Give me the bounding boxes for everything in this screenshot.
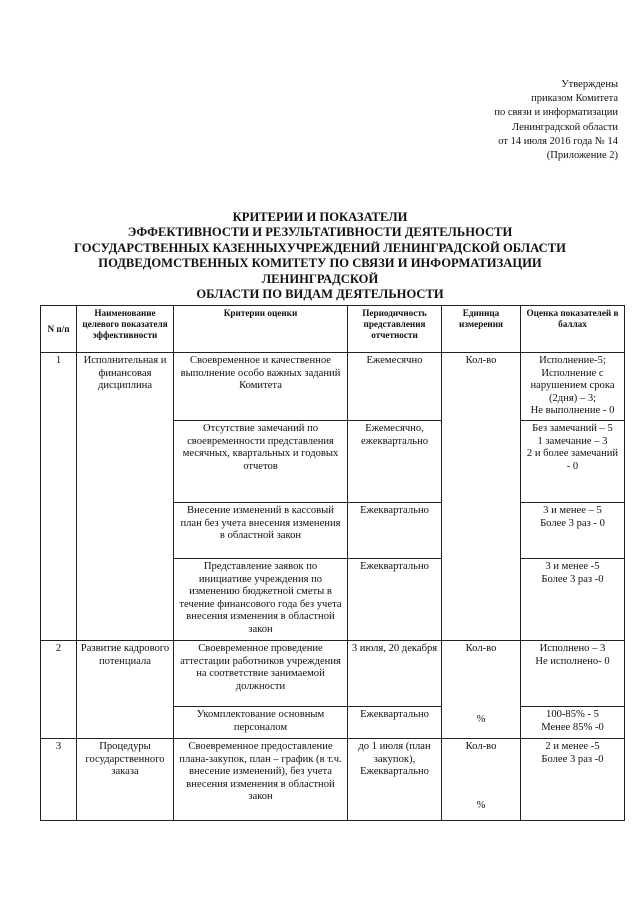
row-period: Ежеквартально [348,502,442,558]
row-num: 1 [41,353,77,641]
row-criteria: Отсутствие замечаний по своевременности представления месячных, квартальных и годовых отчетов [174,420,348,502]
header-criteria: Критерии оценки [174,306,348,353]
score-line: Более 3 раз - 0 [540,517,605,529]
score-line: Без замечаний – 5 [532,422,613,434]
row-unit [442,640,521,738]
approval-line: от 14 июля 2016 года № 14 [498,135,618,147]
table-row [41,640,625,706]
row-criteria: Представление заявок по инициативе учреждения по изменению бюджетной сметы в течение финансового года без учета внесения изменения в областной закон [174,558,348,640]
row-period: Ежеквартально [348,706,442,738]
row-score [521,502,625,558]
approval-line: по связи и информатизации [494,107,618,119]
title-line: ОБЛАСТИ ПО ВИДАМ ДЕЯТЕЛЬНОСТИ [196,287,444,302]
score-line: Менее 85% -0 [541,721,604,733]
approval-line: Утверждены [561,79,618,90]
unit-label: % [476,713,486,725]
unit-label: Кол-во [465,642,497,654]
row-score [521,558,625,640]
row-indicator-name: Процедуры государственного заказа [77,738,174,820]
score-line: Исполнение-5; [539,355,606,366]
approval-block [494,78,618,163]
row-indicator-name: Исполнительная и финансовая дисциплина [77,353,174,641]
row-period: 3 июля, 20 декабря [348,640,442,706]
row-unit: Кол-во [442,353,521,641]
score-line: 2 и более замечаний - 0 [526,448,619,472]
score-line: Исполнение с нарушением срока (2дня) – 3; [530,367,615,404]
header-score: Оценка показателей в баллах [521,306,625,353]
row-score [521,640,625,706]
table-header-row [41,306,625,353]
row-score [521,738,625,820]
row-criteria: Внесение изменений в кассовый план без учета внесения изменения в областной закон [174,502,348,558]
row-num: 2 [41,640,77,738]
table-row [41,738,625,820]
score-line: Не исполнено- 0 [535,655,610,667]
score-line: Не выполнение - 0 [530,405,615,417]
approval-line: приказом Комитета [531,93,618,105]
title-line: КРИТЕРИИ И ПОКАЗАТЕЛИ [232,210,408,224]
score-line: Более 3 раз -0 [541,753,604,765]
header-name: Наименование целевого показателя эффективности [77,306,174,353]
score-line: 2 и менее -5 [545,740,600,752]
row-criteria: Своевременное проведение аттестации работников учреждения на соответствие занимаемой должности [174,640,348,706]
score-line: Более 3 раз -0 [541,573,604,585]
header-unit: Единица измерения [442,306,521,353]
score-line: 3 и менее -5 [545,560,600,572]
header-num: N п/п [41,306,77,353]
approval-line: (Приложение 2) [546,150,618,162]
table-row [41,353,625,421]
score-line: 100-85% - 5 [546,708,599,720]
row-score [521,706,625,738]
row-score [521,420,625,502]
row-period: Ежеквартально [348,558,442,640]
row-criteria: Своевременное и качественное выполнение особо важных заданий Комитета [174,353,348,421]
title-line: ЭФФЕКТИВНОСТИ И РЕЗУЛЬТАТИВНОСТИ ДЕЯТЕЛЬНОСТИ [127,225,513,240]
row-score [521,353,625,421]
unit-label: % [476,799,486,811]
row-unit [442,738,521,820]
score-line: Исполнено – 3 [539,642,606,654]
title-line: ГОСУДАРСТВЕННЫХ КАЗЕННЫХУЧРЕЖДЕНИЙ ЛЕНИНГРАДСКОЙ ОБЛАСТИ [74,240,566,255]
row-criteria: Своевременное предоставление плана-закупок, план – график (в т.ч. внесение изменений), без учета внесения изменения в областной закон [174,738,348,820]
unit-label: Кол-во [465,740,497,752]
header-period: Периодичность представления отчетности [348,306,442,353]
row-period: Ежемесячно [348,353,442,421]
score-line: 1 замечание – 3 [537,435,608,447]
document-title [40,210,600,302]
row-indicator-name: Развитие кадрового потенциала [77,640,174,738]
row-period: до 1 июля (план закупок), Ежеквартально [348,738,442,820]
criteria-table [40,305,625,821]
score-line: 3 и менее – 5 [543,504,602,516]
title-line: ПОДВЕДОМСТВЕННЫХ КОМИТЕТУ ПО СВЯЗИ И ИНФОРМАТИЗАЦИИ ЛЕНИНГРАДСКОЙ [98,256,542,286]
row-criteria: Укомплектование основным персоналом [174,706,348,738]
row-period: Ежемесячно, ежеквартально [348,420,442,502]
row-num: 3 [41,738,77,820]
approval-line: Ленинградской области [512,121,618,133]
